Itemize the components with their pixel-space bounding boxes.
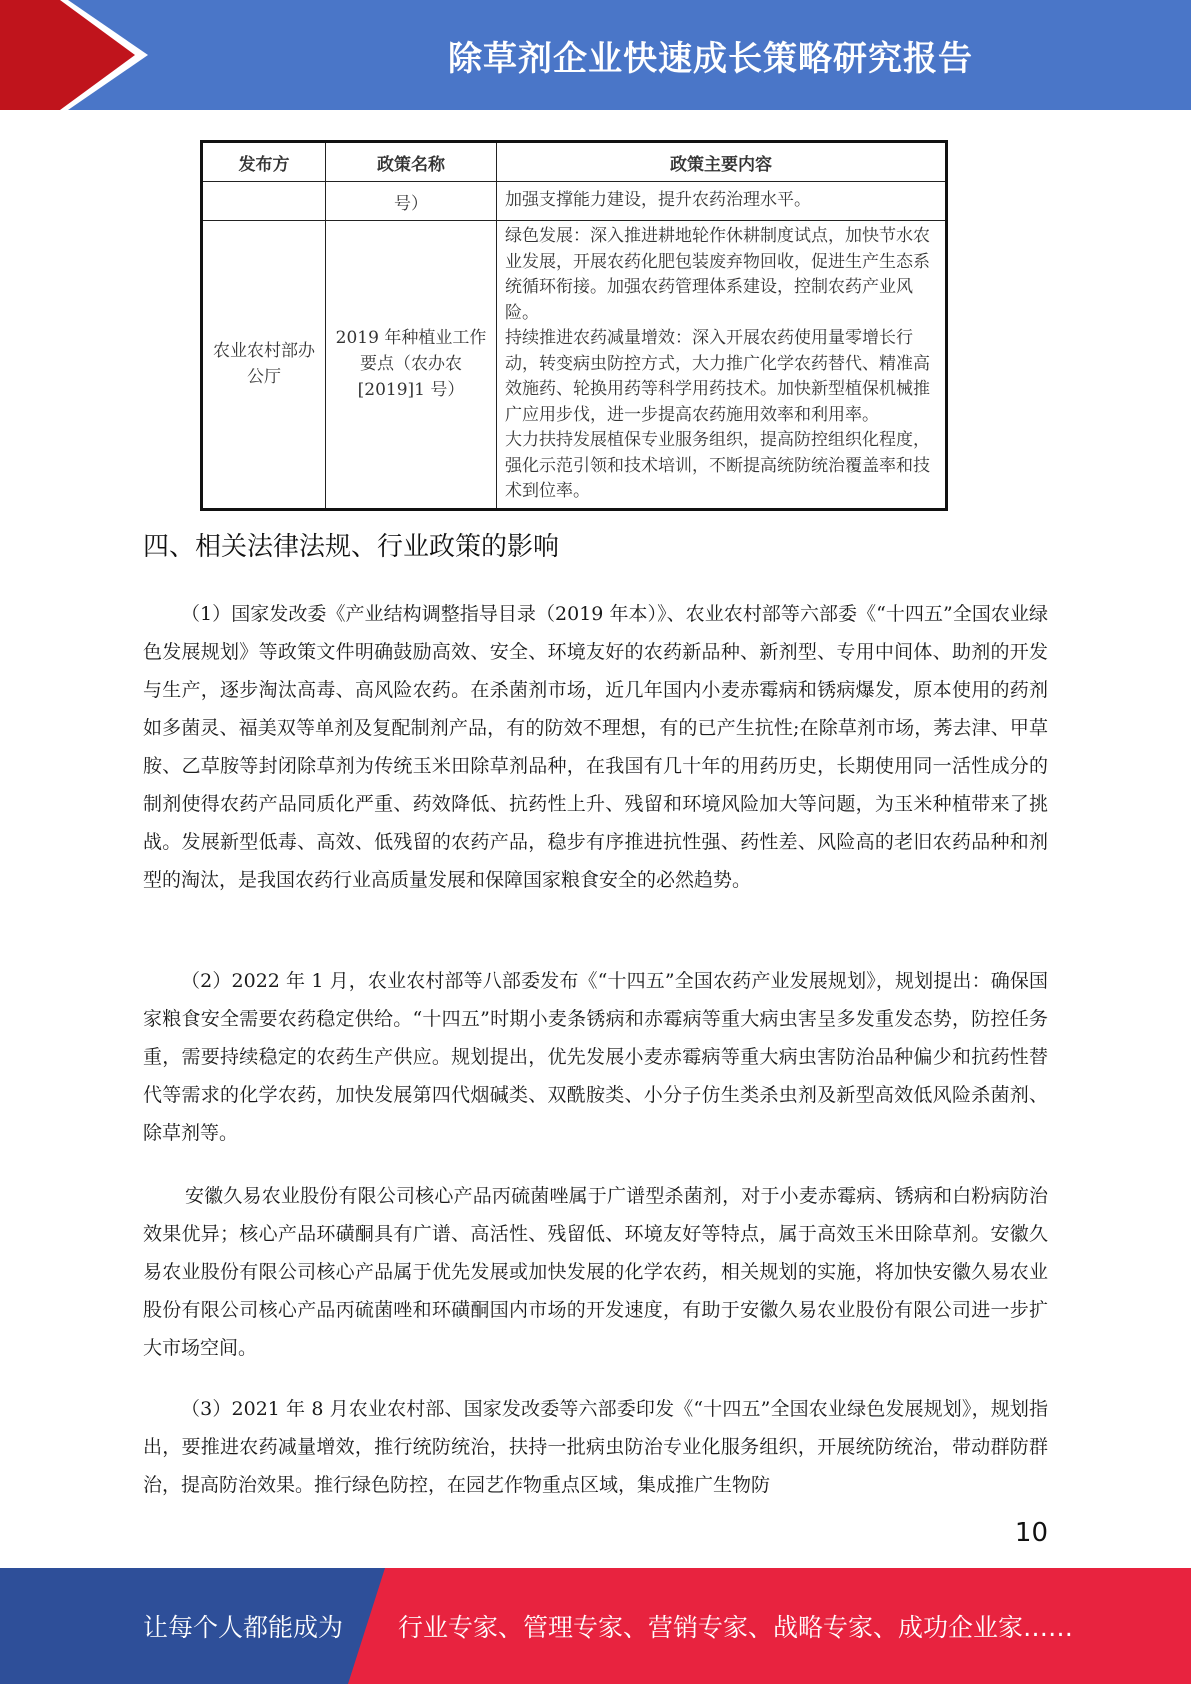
- table-header-row: [202, 142, 947, 182]
- cell-issuer: [202, 182, 326, 221]
- body-paragraph-4: （3）2021 年 8 月农业农村部、国家发改委等六部委印发《“十四五”全国农业绿色发展规划》，规划指出，要推进农药减量增效，推行统防统治，扶持一批病虫防治专业化服务组织，开展统防统治，带动群防群治，提高防治效果。推行绿色防控，在园艺作物重点区域，集成推广生物防: [143, 1398, 1048, 1496]
- column-header-policy-name: 政策名称: [326, 142, 497, 182]
- cell-policy-content: [497, 182, 947, 221]
- page-header-title: 除草剂企业快速成长策略研究报告: [448, 38, 973, 79]
- header-arrow-decoration: [0, 0, 240, 110]
- cell-content-paragraph: 持续推进农药减量增效：深入开展农药使用量零增长行动，转变病虫防控方式，大力推广化学农药替代、精准高效施药、轮换用药等科学用药技术。加快新型植保机械推广应用步伐，进一步提高农药施用效率和利用率。: [505, 328, 930, 425]
- cell-policy-content: [497, 221, 947, 510]
- cell-policy-name: 号）: [326, 182, 497, 221]
- footer-slogan-right: 行业专家、管理专家、营销专家、战略专家、成功企业家……: [398, 1613, 1074, 1642]
- cell-issuer: 农业农村部办公厅: [202, 221, 326, 510]
- footer-slogan-left: 让每个人都能成为: [143, 1613, 344, 1642]
- cell-policy-name: 2019 年种植业工作要点（农办农[2019]1 号）: [326, 221, 497, 510]
- column-header-issuer: 发布方: [202, 142, 326, 182]
- page-number: 10: [1014, 1518, 1048, 1548]
- page-footer: [0, 1568, 1191, 1684]
- cell-content-paragraph: 大力扶持发展植保专业服务组织，提高防控组织化程度，强化示范引领和技术培训，不断提高统防统治覆盖率和技术到位率。: [505, 430, 930, 501]
- page-header: [0, 0, 1191, 110]
- column-header-policy-content: 政策主要内容: [497, 142, 947, 182]
- section-title: 四、相关法律法规、行业政策的影响: [143, 532, 560, 562]
- body-paragraph-1: （1）国家发改委《产业结构调整指导目录（2019 年本）》、农业农村部等六部委《“十四五”全国农业绿色发展规划》等政策文件明确鼓励高效、安全、环境友好的农药新品种、新剂型、专用中间体、助剂的开发与生产，逐步淘汰高毒、高风险农药。在杀菌剂市场，近几年国内小麦赤霉病和锈病爆发，原本使用的药剂如多菌灵、福美双等单剂及复配制剂产品，有的防效不理想，有的已产生抗性;在除草剂市场，莠去津、甲草胺、乙草胺等封闭除草剂为传统玉米田除草剂品种，在我国有几十年的用药历史，长期使用同一活性成分的制剂使得农药产品同质化严重、药效降低、抗药性上升、残留和环境风险加大等问题，为玉米种植带来了挑战。发展新型低毒、高效、低残留的农药产品，稳步有序推进抗性强、药性差、风险高的老旧农药品种和剂型的淘汰，是我国农药行业高质量发展和保障国家粮食安全的必然趋势。: [143, 603, 1048, 891]
- table-row: [202, 182, 947, 221]
- table-row: [202, 221, 947, 510]
- body-paragraph-3: 安徽久易农业股份有限公司核心产品丙硫菌唑属于广谱型杀菌剂，对于小麦赤霉病、锈病和白粉病防治效果优异；核心产品环磺酮具有广谱、高活性、残留低、环境友好等特点，属于高效玉米田除草剂。安徽久易农业股份有限公司核心产品属于优先发展或加快发展的化学农药，相关规划的实施，将加快安徽久易农业股份有限公司核心产品丙硫菌唑和环磺酮国内市场的开发速度，有助于安徽久易农业股份有限公司进一步扩大市场空间。: [143, 1185, 1048, 1359]
- cell-content-paragraph: 加强支撑能力建设，提升农药治理水平。: [505, 190, 811, 211]
- policy-table: [200, 140, 948, 511]
- body-paragraph-2: （2）2022 年 1 月，农业农村部等八部委发布《“十四五”全国农药产业发展规划》，规划提出：确保国家粮食安全需要农药稳定供给。“十四五”时期小麦条锈病和赤霉病等重大病虫害呈多发重发态势，防控任务重，需要持续稳定的农药生产供应。规划提出，优先发展小麦赤霉病等重大病虫害防治品种偏少和抗药性替代等需求的化学农药，加快发展第四代烟碱类、双酰胺类、小分子仿生类杀虫剂及新型高效低风险杀菌剂、除草剂等。: [143, 970, 1048, 1144]
- cell-content-paragraph: 绿色发展：深入推进耕地轮作休耕制度试点，加快节水农业发展，开展农药化肥包装废弃物回收，促进生产生态系统循环衔接。加强农药管理体系建设，控制农药产业风险。: [505, 226, 930, 323]
